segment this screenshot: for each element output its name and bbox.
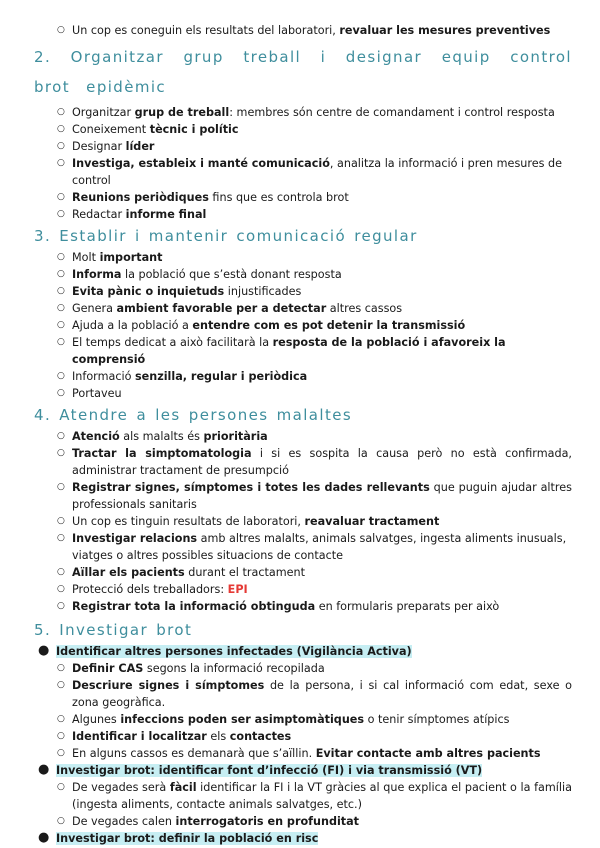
circle-bullet-icon: ○ (57, 303, 65, 313)
list-item: ○ Definir CAS segons la informació recopilada (57, 662, 325, 675)
circle-bullet-icon: ○ (57, 663, 65, 673)
epi-alert-text: EPI (227, 583, 248, 596)
list-item: ○ De vegades calen interrogatoris en profunditat (57, 815, 360, 828)
group-heading: ● Investigar brot: definir la població en risc (38, 830, 319, 845)
circle-bullet-icon: ○ (57, 252, 65, 262)
circle-bullet-icon: ○ (57, 158, 65, 168)
circle-bullet-icon: ○ (57, 192, 65, 202)
circle-bullet-icon: ○ (57, 141, 65, 151)
list-item: ○ Coneixement tècnic i polític (57, 123, 239, 136)
list-item: ○ Registrar signes, símptomes i totes les dades rellevants que puguin ajudar altres professionals sanitaris (57, 481, 572, 511)
circle-bullet-icon: ○ (57, 516, 65, 526)
circle-bullet-icon: ○ (57, 482, 65, 492)
circle-bullet-icon: ○ (57, 782, 65, 792)
list-item: ○ Evita pànic o inquietuds injustificades (57, 285, 302, 298)
group-heading: ● Identificar altres persones infectades (Vigilància Activa) (38, 643, 412, 658)
circle-bullet-icon: ○ (57, 680, 65, 690)
section-2-heading: 2. Organitzar grup treball i designar equip control brot epidèmic (34, 48, 572, 96)
circle-bullet-icon: ○ (57, 816, 65, 826)
circle-bullet-icon: ○ (57, 388, 65, 398)
disc-bullet-icon: ● (38, 830, 50, 845)
list-item: ○ Informa la població que s’està donant resposta (57, 268, 342, 281)
list-item: ○ Reunions periòdiques fins que es controla brot (57, 191, 349, 204)
circle-bullet-icon: ○ (57, 601, 65, 611)
circle-bullet-icon: ○ (57, 320, 65, 330)
circle-bullet-icon: ○ (57, 748, 65, 758)
list-item: ○ Redactar informe final (57, 208, 207, 221)
section-5-heading: 5. Investigar brot (34, 621, 193, 639)
circle-bullet-icon: ○ (57, 533, 65, 543)
list-item: ○ Investigar relacions amb altres malalts, animals salvatges, ingesta aliments inusuals, viatges o altres possibles situacions de contacte (57, 532, 567, 562)
circle-bullet-icon: ○ (57, 448, 65, 458)
list-item: ○ Ajuda a la població a entendre com es pot detenir la transmissió (57, 319, 466, 332)
section-3-list (34, 249, 572, 402)
list-item: ○ En alguns cassos es demanarà que s’aïllin. Evitar contacte amb altres pacients (57, 747, 541, 760)
list-item: ○ De vegades serà fàcil identificar la FI i la VT gràcies al que explica el pacient o la família (ingesta aliments, contacte animals salvatges, etc.) (57, 781, 572, 811)
list-item: ○ El temps dedicat a això facilitarà la resposta de la població i afavoreix la comprensió (57, 336, 506, 366)
circle-bullet-icon: ○ (57, 714, 65, 724)
list-item: ○ Portaveu (57, 387, 122, 400)
section-2-list (34, 104, 572, 223)
circle-bullet-icon: ○ (57, 286, 65, 296)
list-item: ○ Algunes infeccions poden ser asimptomàtiques o tenir símptomes atípics (57, 713, 510, 726)
circle-bullet-icon: ○ (57, 567, 65, 577)
disc-bullet-icon: ● (38, 762, 50, 777)
group-heading: ● Investigar brot: identificar font d’infecció (FI) i via transmissió (VT) (38, 762, 483, 777)
list-item: ○ Identificar i localitzar els contactes (57, 730, 292, 743)
circle-bullet-icon: ○ (57, 584, 65, 594)
circle-bullet-icon: ○ (57, 731, 65, 741)
list-item: ○ Genera ambient favorable per a detectar altres cassos (57, 302, 403, 315)
section-5-list (34, 643, 572, 847)
list-item: ○ Tractar la simptomatologia i si es sospita la causa però no està confirmada, administrar tractament de presumpció (57, 447, 572, 477)
list-item: ○ Investiga, estableix i manté comunicació, analitza la informació i pren mesures de control (57, 157, 562, 187)
section-4-heading: 4. Atendre a les persones malaltes (34, 406, 353, 424)
list-item: ○ Designar líder (57, 140, 155, 153)
circle-bullet-icon: ○ (57, 209, 65, 219)
list-item: ○ Un cop es coneguin els resultats del laboratori, revaluar les mesures preventives (57, 24, 551, 37)
circle-bullet-icon: ○ (57, 371, 65, 381)
section-4-list (34, 428, 572, 615)
list-item: ○ Registrar tota la informació obtinguda en formularis preparats per això (57, 600, 500, 613)
list-item: ○ Atenció als malalts és prioritària (57, 430, 268, 443)
circle-bullet-icon: ○ (57, 337, 65, 347)
list-item: ○ Aïllar els pacients durant el tractament (57, 566, 305, 579)
circle-bullet-icon: ○ (57, 431, 65, 441)
disc-bullet-icon: ● (38, 643, 50, 658)
circle-bullet-icon: ○ (57, 107, 65, 117)
list-item: ○ Molt important (57, 251, 163, 264)
section-3-heading: 3. Establir i mantenir comunicació regular (34, 227, 418, 245)
circle-bullet-icon: ○ (57, 124, 65, 134)
circle-bullet-icon: ○ (57, 25, 65, 35)
list-item: ○ Informació senzilla, regular i periòdica (57, 370, 308, 383)
list-item: ○ Protecció dels treballadors: EPI (57, 583, 248, 596)
circle-bullet-icon: ○ (57, 269, 65, 279)
list-item: ○ Organitzar grup de treball: membres són centre de comandament i control resposta (57, 106, 555, 119)
list-item: ○ Descriure signes i símptomes de la persona, i si cal informació com edat, sexe o zona geogràfica. (57, 679, 572, 709)
list-item: ○ Un cop es tinguin resultats de laboratori, reavaluar tractament (57, 515, 440, 528)
